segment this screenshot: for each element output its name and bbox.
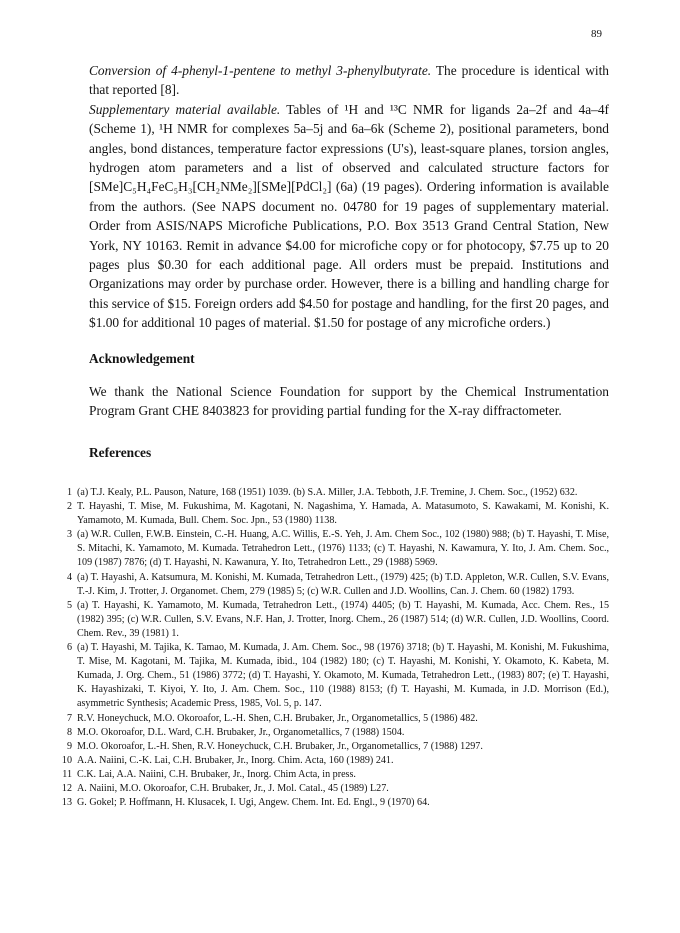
acknowledgement-text: We thank the National Science Foundation for support by the Chemical Instrumentation Program Grant CHE 8403823 for providing partial funding for the X-ray diffractometer. [89, 383, 609, 419]
reference-number: 3 [66, 529, 72, 541]
reference-item [60, 486, 609, 500]
reference-number: 6 [66, 642, 72, 654]
reference-number: 2 [66, 501, 72, 513]
reference-item [60, 599, 609, 641]
reference-text: R.V. Honeychuck, M.O. Okoroafor, L.-H. Shen, C.H. Brubaker, Jr., Organometallics, 5 (1986) 482. [77, 712, 478, 724]
reference-number: 7 [66, 712, 72, 724]
reference-item [60, 796, 609, 810]
conversion-text: The procedure is identical with that reported [8]. [89, 63, 609, 98]
conversion-lead: Conversion of 4-phenyl-1-pentene to methyl 3-phenylbutyrate. [89, 63, 432, 78]
references-list [60, 486, 609, 810]
reference-number: 4 [66, 571, 72, 583]
reference-number: 5 [66, 599, 72, 611]
conversion-paragraph [89, 61, 609, 100]
reference-item [60, 571, 609, 599]
main-text [89, 61, 609, 461]
supplementary-lead: Supplementary material available. [89, 101, 281, 117]
reference-item [60, 500, 609, 528]
reference-item [60, 754, 609, 768]
reference-text: (a) T. Hayashi, M. Tajika, K. Tamao, M. Kumada, J. Am. Chem. Soc., 98 (1976) 3718; (b) T. Hayashi, M. Konishi, M. Fukushima, T. Mise, M. Kagotani, M. Tajika, M. Kumada, ibid., 104 (1982) 180; (c) T. Hayashi, M. Konishi, Y. Okamoto, K. Kabeta, M. Kumada, J. Org. Chem., 51 (1986) 3772; (d) T. Hayashi, Y. Okamoto, M. Kumada, Tetrahedron Lett., (1983) 807; (e) T. Hayashi, K. Hayashizaki, T. Kiyoi, Y. Ito, J. Am. Chem. Soc., 110 (1988) 8153; (f) T. Hayashi, M. Kumada, in J.D. Morrison (Ed.), asymmetric Synthesis; Academic Press, 1985, Vol. 5, p. 147. [77, 642, 609, 710]
reference-number: 9 [66, 740, 72, 752]
reference-text: (a) T. Hayashi, A. Katsumura, M. Konishi, M. Kumada, Tetrahedron Lett., (1979) 425; (b) T.D. Appleton, W.R. Cullen, S.V. Evans, T.-J. Kim, J. Trotter, J. Organomet. Chem, 279 (1985) 5; (c) W.R. Cullen and J.D. Woollins, Can. J. Chem. 60 (1982) 1793. [77, 571, 609, 597]
reference-number: 11 [62, 768, 72, 780]
reference-number: 1 [66, 487, 72, 498]
reference-item [60, 740, 609, 754]
reference-text: T. Hayashi, T. Mise, M. Fukushima, M. Kagotani, N. Nagashima, Y. Hamada, A. Matasumoto, S. Kawakami, M. Konishi, K. Yamamoto, M. Kumada, Bull. Chem. Soc. Jpn., 53 (1980) 1138. [77, 501, 609, 527]
page-number: 89 [591, 28, 602, 40]
reference-number: 13 [61, 797, 72, 809]
reference-text: G. Gokel; P. Hoffmann, H. Klusacek, I. Ugi, Angew. Chem. Int. Ed. Engl., 9 (1970) 64. [77, 797, 430, 809]
reference-number: 8 [66, 726, 72, 738]
reference-text: M.O. Okoroafor, D.L. Ward, C.H. Brubaker, Jr., Organometallics, 7 (1988) 1504. [77, 726, 405, 738]
reference-text: M.O. Okoroafor, L.-H. Shen, R.V. Honeychuck, C.H. Brubaker, Jr., Organometallics, 7 (1988) 1297. [77, 740, 483, 752]
reference-number: 10 [61, 754, 72, 766]
references-heading: References [89, 444, 152, 460]
reference-text: (a) T.J. Kealy, P.L. Pauson, Nature, 168 (1951) 1039. (b) S.A. Miller, J.A. Tebboth, J.F. Tremine, J. Chem. Soc., (1952) 632. [77, 487, 578, 498]
reference-item [60, 782, 609, 796]
supplementary-text: Tables of ¹H and ¹³C NMR for ligands 2a–2f and 4a–4f (Scheme 1), ¹H NMR for complexes 5a–5j and 6a–6k (Scheme 2), positional parameters, bond angles, bond distances, temperature factor expressions (U's), least-square planes, torsion angles, hydrogen atom parameters and a list of observed and calculated structure factors for [SMe]C₅H₄FeC₅H₃[CH₂NMe₂][SMe][PdCl₂] (6a) (19 pages). Ordering information is available from the authors. (See NAPS document no. 04780 for 19 pages of supplementary material. Order from ASIS/NAPS Microfiche Publications, P.O. Box 3513 Grand Central Station, New York, NY 10163. Remit in advance $4.00 for microfiche copy or for photocopy, $7.75 up to 20 pages plus $0.30 for each additional page. All orders must be prepaid. Institutions and Organizations may order by purchase order. However, there is a billing and handling charge for this service of $15. Foreign orders add $4.50 for postage and handling, for the first 20 pages, and $1.00 for additional 10 pages of material. $1.50 for postage of any microfiche orders.) [89, 101, 609, 331]
supplementary-paragraph [89, 100, 609, 333]
reference-item [60, 528, 609, 570]
reference-item [60, 641, 609, 711]
reference-text: (a) T. Hayashi, K. Yamamoto, M. Kumada, Tetrahedron Lett., (1974) 4405; (b) T. Hayashi, M. Kumada, Acc. Chem. Res., 15 (1982) 395; (c) W.R. Cullen, S.V. Evans, N.F. Han, J. Trotter, Inorg. Chem., 26 (1987) 514; (d) W.R. Cullen, J.D. Woollins, Coord. Chem. Rev., 39 (1981) 1. [77, 599, 609, 639]
reference-text: A. Naiini, M.O. Okoroafor, C.H. Brubaker, Jr., J. Mol. Catal., 45 (1989) L27. [77, 782, 389, 794]
reference-number: 12 [61, 782, 72, 794]
reference-item [60, 726, 609, 740]
acknowledgement-heading: Acknowledgement [89, 350, 195, 366]
reference-item [60, 768, 609, 782]
reference-text: C.K. Lai, A.A. Naiini, C.H. Brubaker, Jr., Inorg. Chim Acta, in press. [77, 768, 356, 780]
reference-text: A.A. Naiini, C.-K. Lai, C.H. Brubaker, Jr., Inorg. Chim. Acta, 160 (1989) 241. [77, 754, 394, 766]
reference-text: (a) W.R. Cullen, F.W.B. Einstein, C.-H. Huang, A.C. Willis, E.-S. Yeh, J. Am. Chem Soc., 102 (1980) 988; (b) T. Hayashi, T. Mise, S. Mitachi, K. Yamamoto, M. Kumada. Tetrahedron Lett., (1976) 1133; (c) T. Hayashi, N. Kawamura, Y. Ito, J. Am. Chem. Soc., 109 (1987) 7876; (d) T. Hayashi, N. Kawanura, Y. Ito, Tetrahedron Lett., 29 (1988) 5969. [77, 529, 609, 569]
reference-item [60, 712, 609, 726]
